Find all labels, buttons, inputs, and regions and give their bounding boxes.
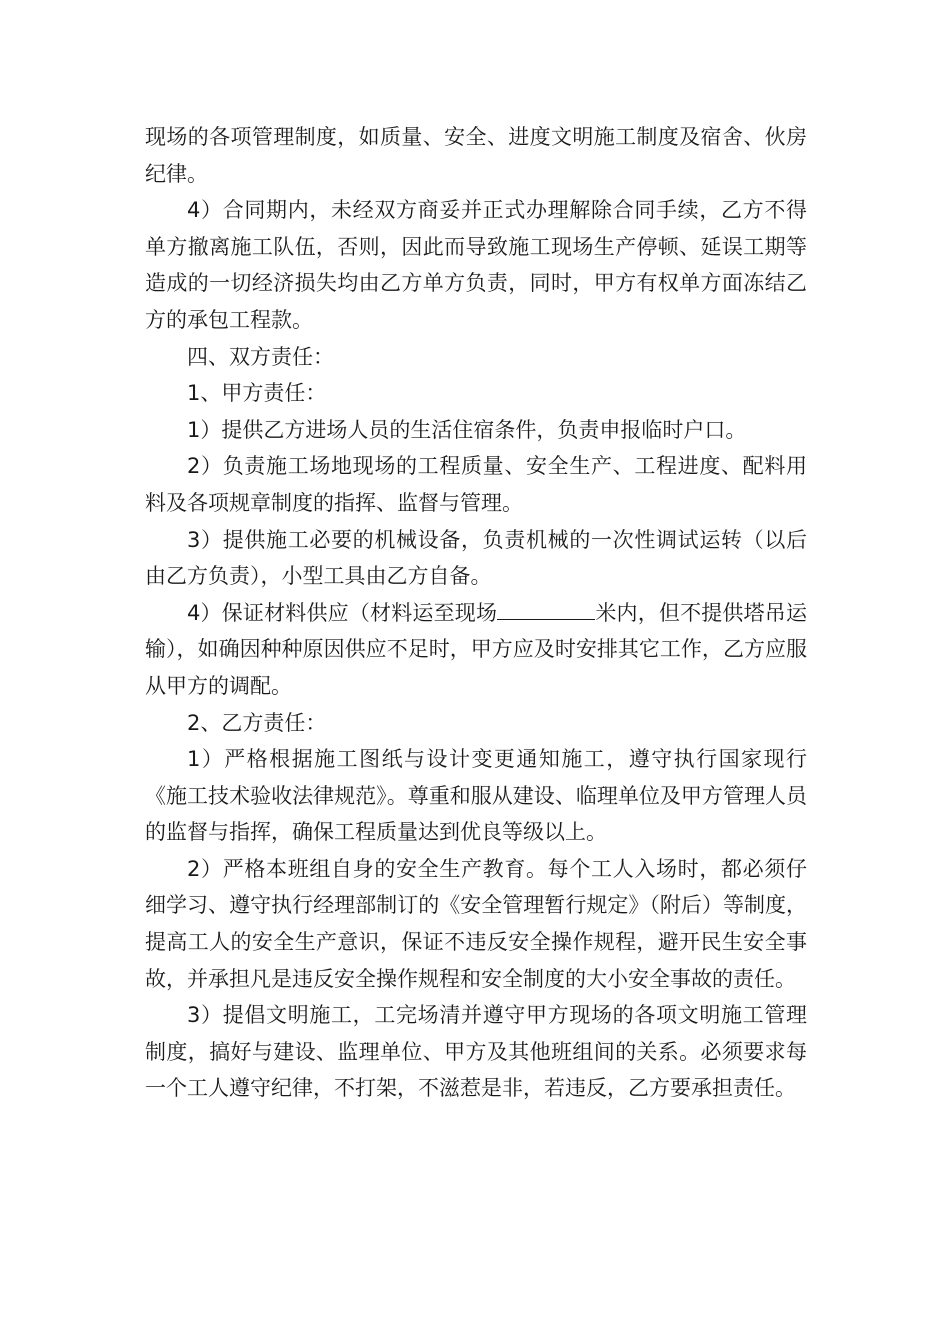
paragraph-party-b-1: 1）严格根据施工图纸与设计变更通知施工，遵守执行国家现行《施工技术验收法律规范》。尊重和服从建设、临理单位及甲方管理人员的监督与指挥，确保工程质量达到优良等级以上。 xyxy=(145,747,807,845)
paragraph-1: 现场的各项管理制度，如质量、安全、进度文明施工制度及宿舍、伙房纪律。 xyxy=(145,125,807,186)
paragraph-party-a-3: 3）提供施工必要的机械设备，负责机械的一次性调试运转（以后由乙方负责），小型工具由乙方自备。 xyxy=(145,527,807,589)
paragraph-2: 4）合同期内，未经双方商妥并正式办理解除合同手续，乙方不得单方撤离施工队伍，否则，因此而导致施工现场生产停顿、延误工期等造成的一切经济损失均由乙方单方负责，同时，甲方有权单方面冻结乙方的承包工程款。 xyxy=(145,198,807,332)
paragraph-party-a-4-after: 米内，但不提供塔吊运输），如确因种种原因供应不足时，甲方应及时安排其它工作，乙方应服从甲方的调配。 xyxy=(145,600,807,698)
paragraph-party-a-2: 2）负责施工场地现场的工程质量、安全生产、工程进度、配料用料及各项规章制度的指挥、监督与管理。 xyxy=(145,454,807,515)
subsection-heading-party-a: 1、甲方责任： xyxy=(187,381,327,406)
paragraph-party-b-3: 3）提倡文明施工，工完场清并遵守甲方现场的各项文明施工管理制度，搞好与建设、监理单位、甲方及其他班组间的关系。必须要求每一个工人遵守纪律，不打架，不滋惹是非，若违反，乙方要承担责任。 xyxy=(145,1003,807,1101)
subsection-heading-party-b: 2、乙方责任： xyxy=(187,710,327,735)
document-body xyxy=(145,119,807,1107)
paragraph-party-a-1: 1）提供乙方进场人员的生活住宿条件，负责申报临时户口。 xyxy=(187,417,747,442)
paragraph-party-b-2: 2）严格本班组自身的安全生产教育。每个工人入场时，都必须仔细学习、遵守执行经理部制订的《安全管理暂行规定》（附后）等制度，提高工人的安全生产意识，保证不违反安全操作规程，避开民生安全事故，并承担凡是违反安全操作规程和安全制度的大小安全事故的责任。 xyxy=(145,856,807,991)
section-heading-responsibilities: 四、双方责任： xyxy=(187,344,334,369)
paragraph-party-a-4-before: 4）保证材料供应（材料运至现场 xyxy=(187,600,498,625)
paragraph-party-a-4 xyxy=(145,595,807,705)
fill-in-blank xyxy=(497,597,595,620)
